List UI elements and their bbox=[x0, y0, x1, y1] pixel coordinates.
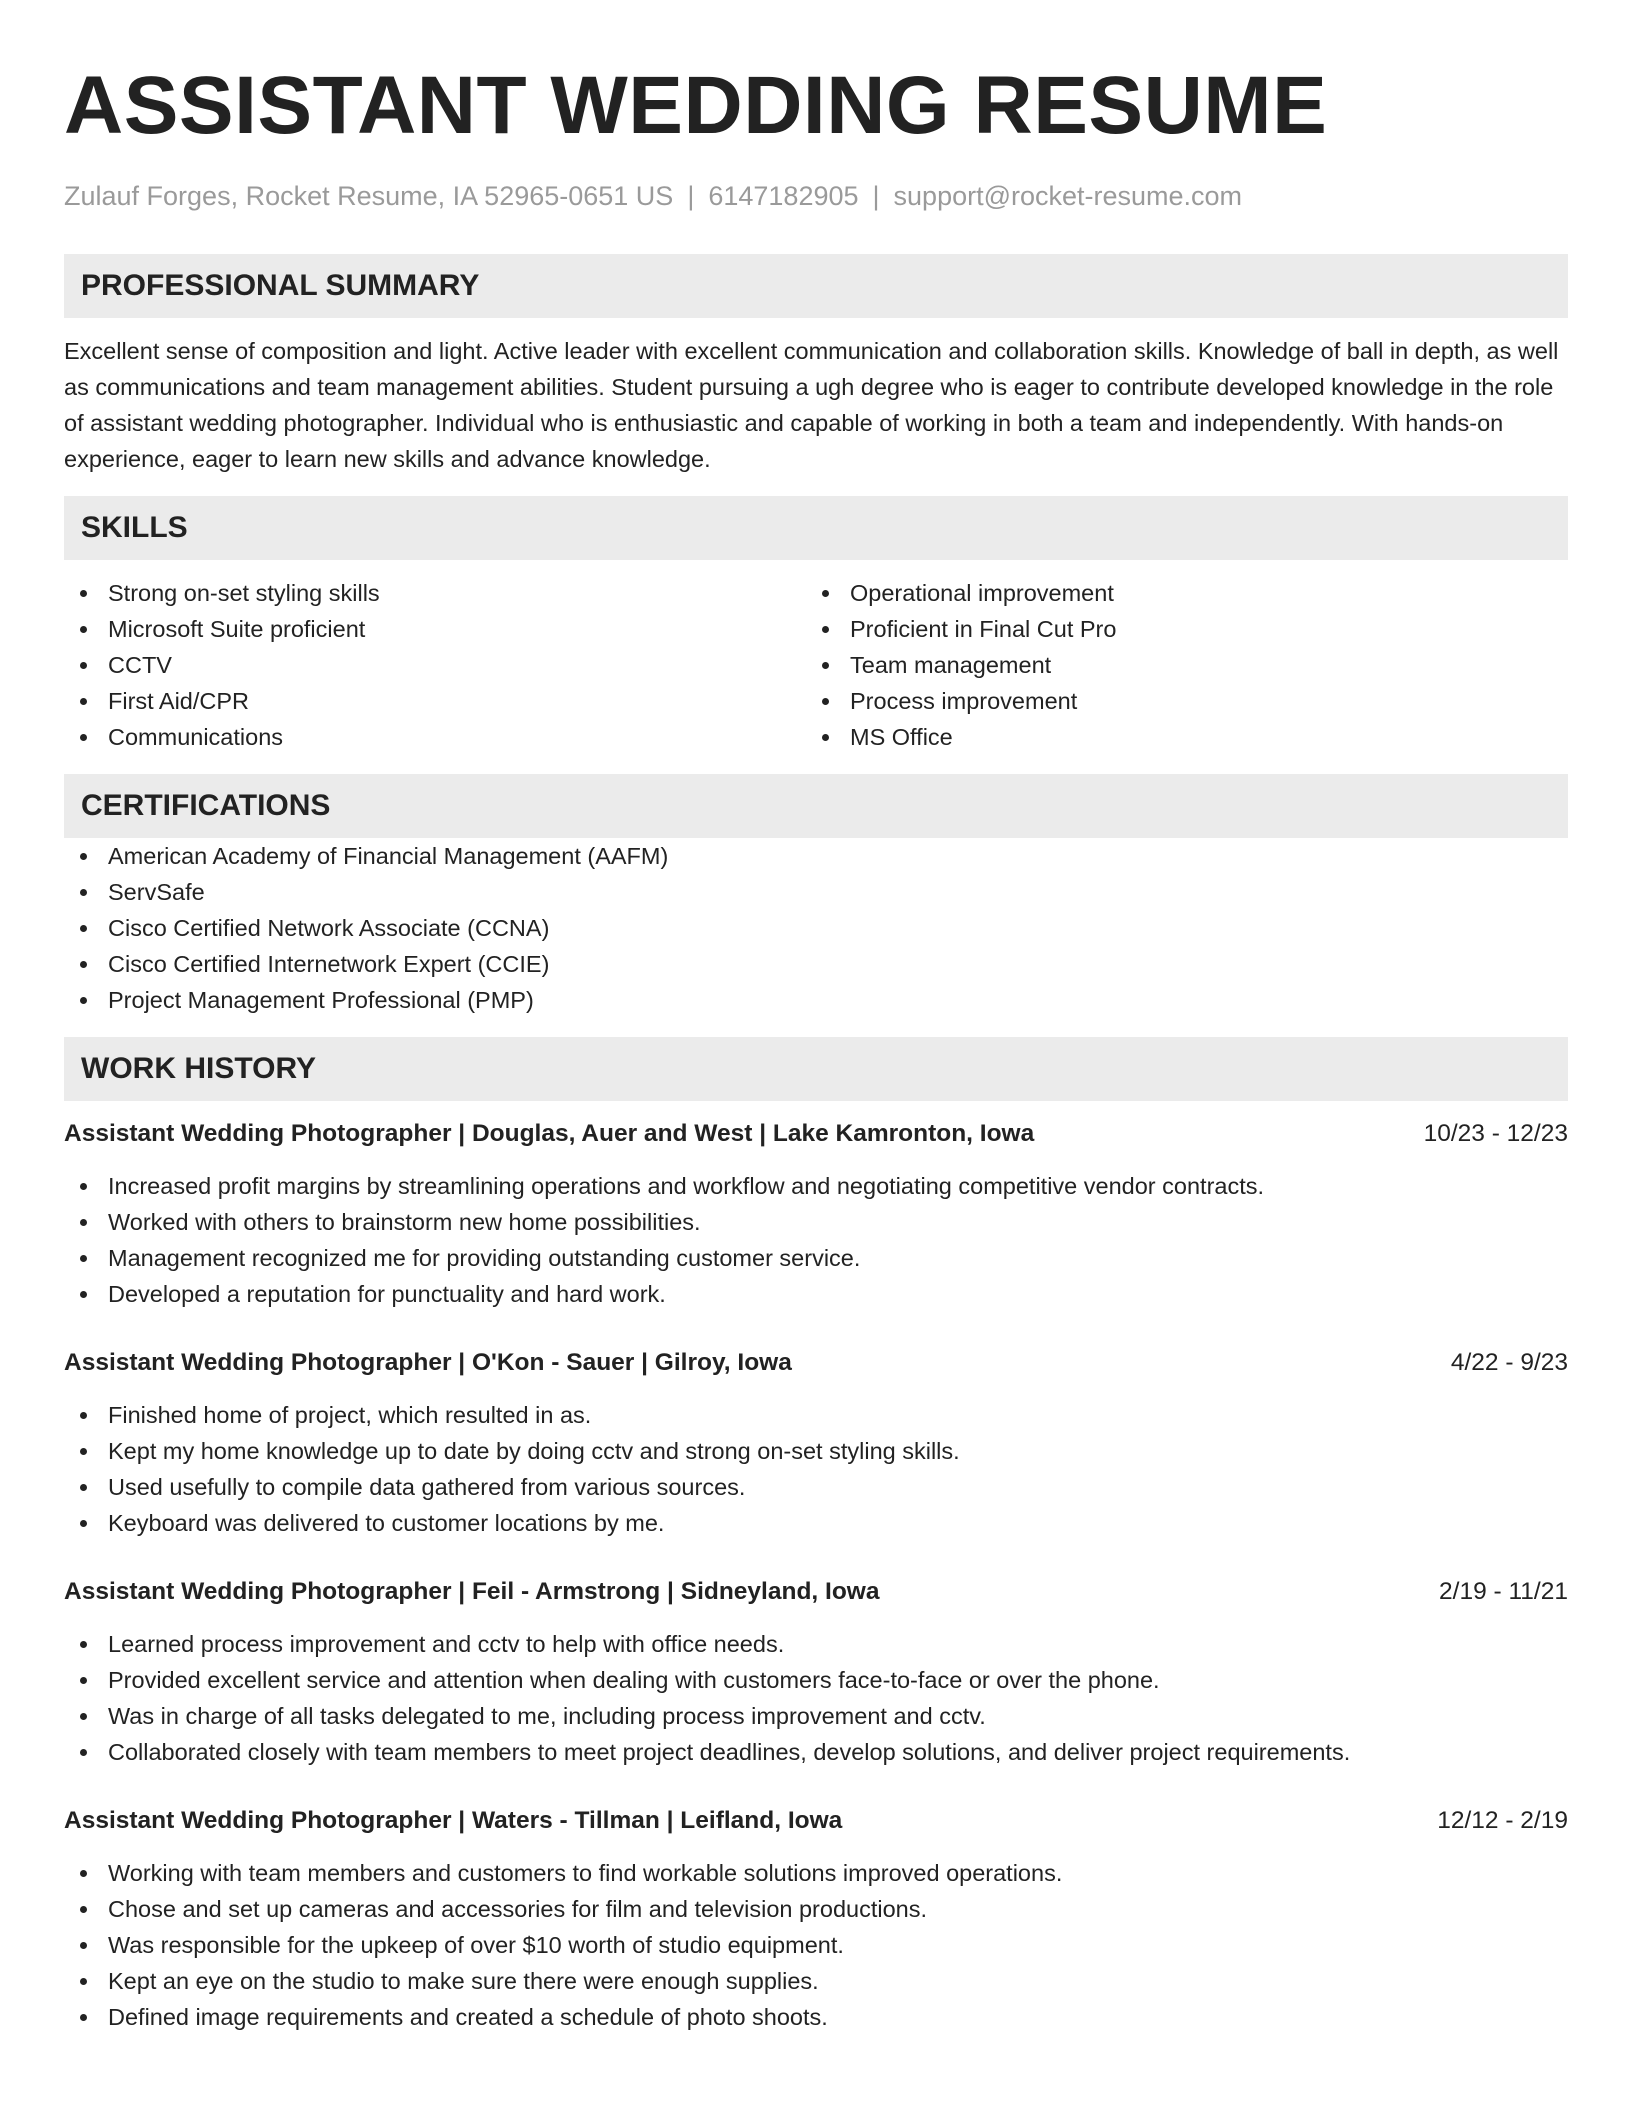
job-bullets bbox=[64, 1397, 1568, 1541]
certifications-list bbox=[64, 838, 1568, 1018]
job-bullet: Working with team members and customers to find workable solutions improved operations. bbox=[64, 1855, 1568, 1891]
skill-item: MS Office bbox=[806, 719, 1548, 755]
contact-address: Zulauf Forges, Rocket Resume, IA 52965-0651 US bbox=[64, 181, 674, 211]
job-dates: 4/22 - 9/23 bbox=[1450, 1349, 1568, 1376]
skills-columns bbox=[64, 575, 1568, 755]
skill-item: Microsoft Suite proficient bbox=[64, 611, 806, 647]
skill-item: CCTV bbox=[64, 647, 806, 683]
contact-email: support@rocket-resume.com bbox=[893, 181, 1243, 211]
job-header bbox=[64, 1574, 1568, 1610]
skills-list-right bbox=[806, 575, 1548, 755]
job-entry bbox=[64, 1345, 1568, 1541]
skill-item: Process improvement bbox=[806, 683, 1548, 719]
certification-item: Cisco Certified Internetwork Expert (CCIE) bbox=[64, 946, 1568, 982]
job-bullet: Collaborated closely with team members to meet project deadlines, develop solutions, and deliver project requirements. bbox=[64, 1734, 1568, 1770]
section-heading-work-history: WORK HISTORY bbox=[64, 1037, 1568, 1101]
job-bullet: Finished home of project, which resulted in as. bbox=[64, 1397, 1568, 1433]
contact-separator: | bbox=[687, 181, 695, 211]
job-bullet: Kept my home knowledge up to date by doing cctv and strong on-set styling skills. bbox=[64, 1433, 1568, 1469]
contact-separator: | bbox=[872, 181, 880, 211]
job-entry bbox=[64, 1116, 1568, 1312]
job-bullet: Management recognized me for providing outstanding customer service. bbox=[64, 1240, 1568, 1276]
job-title: Assistant Wedding Photographer | O'Kon - Sauer | Gilroy, Iowa bbox=[64, 1349, 792, 1376]
job-bullet: Defined image requirements and created a schedule of photo shoots. bbox=[64, 1999, 1568, 2035]
job-dates: 12/12 - 2/19 bbox=[1437, 1807, 1568, 1834]
job-header bbox=[64, 1345, 1568, 1381]
job-title: Assistant Wedding Photographer | Douglas, Auer and West | Lake Kamronton, Iowa bbox=[64, 1120, 1035, 1147]
skill-item: Strong on-set styling skills bbox=[64, 575, 806, 611]
job-title: Assistant Wedding Photographer | Waters - Tillman | Leifland, Iowa bbox=[64, 1807, 843, 1834]
job-bullets bbox=[64, 1855, 1568, 2035]
job-bullet: Was in charge of all tasks delegated to me, including process improvement and cctv. bbox=[64, 1698, 1568, 1734]
certification-item: ServSafe bbox=[64, 874, 1568, 910]
contact-line bbox=[64, 178, 1568, 214]
job-bullets bbox=[64, 1168, 1568, 1312]
section-heading-certifications: CERTIFICATIONS bbox=[64, 774, 1568, 838]
job-bullet: Learned process improvement and cctv to help with office needs. bbox=[64, 1626, 1568, 1662]
skill-item: Proficient in Final Cut Pro bbox=[806, 611, 1548, 647]
skill-item: Communications bbox=[64, 719, 806, 755]
job-bullet: Chose and set up cameras and accessories for film and television productions. bbox=[64, 1891, 1568, 1927]
job-entry bbox=[64, 1574, 1568, 1770]
job-dates: 10/23 - 12/23 bbox=[1423, 1120, 1568, 1147]
job-bullets bbox=[64, 1626, 1568, 1770]
job-bullet: Was responsible for the upkeep of over $10 worth of studio equipment. bbox=[64, 1927, 1568, 1963]
skills-list-left bbox=[64, 575, 806, 755]
section-heading-summary: PROFESSIONAL SUMMARY bbox=[64, 254, 1568, 318]
job-bullet: Worked with others to brainstorm new home possibilities. bbox=[64, 1204, 1568, 1240]
job-header bbox=[64, 1116, 1568, 1152]
job-dates: 2/19 - 11/21 bbox=[1439, 1578, 1568, 1605]
job-entry bbox=[64, 1803, 1568, 2035]
job-bullet: Keyboard was delivered to customer locations by me. bbox=[64, 1505, 1568, 1541]
page-title: ASSISTANT WEDDING RESUME bbox=[64, 60, 1328, 151]
contact-phone: 6147182905 bbox=[708, 181, 859, 211]
skill-item: First Aid/CPR bbox=[64, 683, 806, 719]
resume-page bbox=[64, 0, 1568, 2068]
job-bullet: Increased profit margins by streamlining operations and workflow and negotiating competitive vendor contracts. bbox=[64, 1168, 1568, 1204]
summary-text: Excellent sense of composition and light. Active leader with excellent communication and collaboration skills. Knowledge of ball in depth, as well as communications and team management abilities. Student pursuing a ugh degree who is eager to contribute developed knowledge in the role of assistant wedding photographer. Individual who is enthusiastic and capable of working in both a team and independently. With hands-on experience, eager to learn new skills and advance knowledge. bbox=[64, 338, 1559, 472]
certification-item: American Academy of Financial Management (AAFM) bbox=[64, 838, 1568, 874]
skill-item: Team management bbox=[806, 647, 1548, 683]
skill-item: Operational improvement bbox=[806, 575, 1548, 611]
job-bullet: Kept an eye on the studio to make sure there were enough supplies. bbox=[64, 1963, 1568, 1999]
certification-item: Cisco Certified Network Associate (CCNA) bbox=[64, 910, 1568, 946]
section-heading-skills: SKILLS bbox=[64, 496, 1568, 560]
certification-item: Project Management Professional (PMP) bbox=[64, 982, 1568, 1018]
job-title: Assistant Wedding Photographer | Feil - Armstrong | Sidneyland, Iowa bbox=[64, 1578, 880, 1605]
job-bullet: Developed a reputation for punctuality and hard work. bbox=[64, 1276, 1568, 1312]
job-bullet: Provided excellent service and attention when dealing with customers face-to-face or over the phone. bbox=[64, 1662, 1568, 1698]
job-header bbox=[64, 1803, 1568, 1839]
job-bullet: Used usefully to compile data gathered from various sources. bbox=[64, 1469, 1568, 1505]
